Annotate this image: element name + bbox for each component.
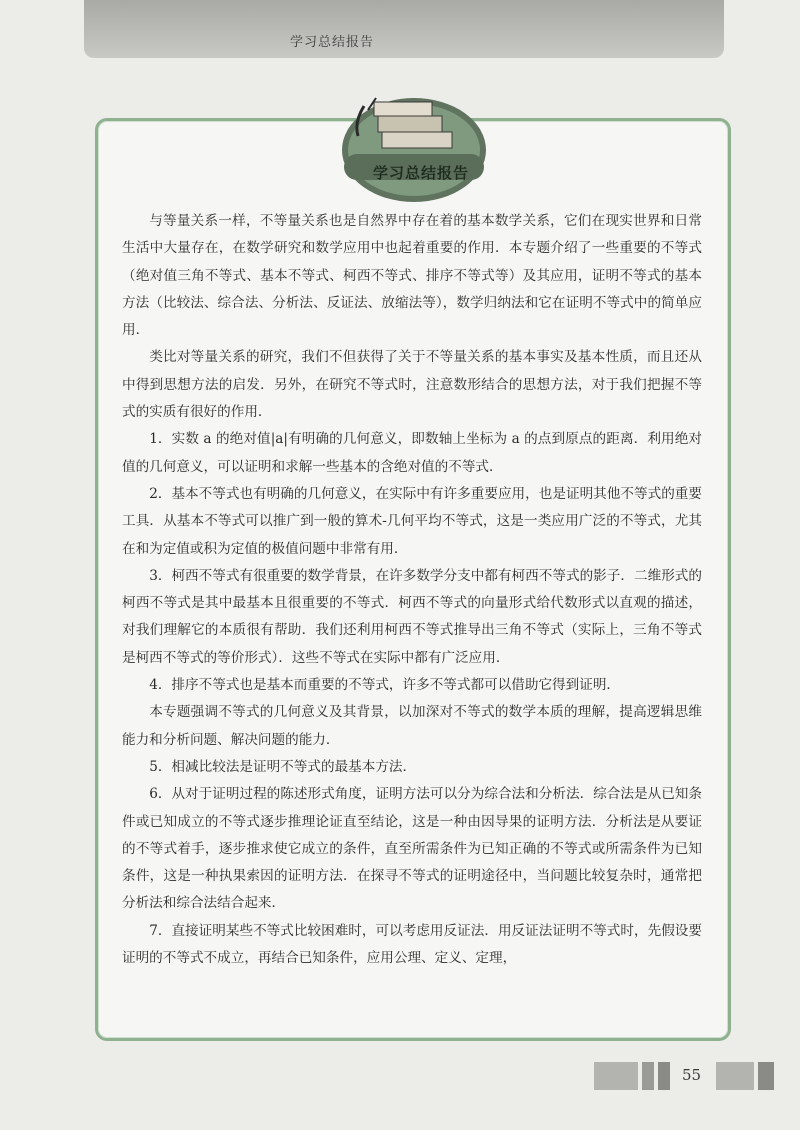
paragraph: 2．基本不等式也有明确的几何意义，在实际中有许多重要应用，也是证明其他不等式的重要工具．从基本不等式可以推广到一般的算术-几何平均不等式，这是一类应用广泛的不等式，尤其在和为定值或积为定值的极值问题中非常有用．: [122, 485, 702, 557]
header-bar: [84, 0, 724, 58]
article-body: [122, 208, 702, 972]
paragraph: 类比对等量关系的研究，我们不但获得了关于不等量关系的基本事实及基本性质，而且还从中得到思想方法的启发．另外，在研究不等式时，注意数形结合的思想方法，对于我们把握不等式的实质有很好的作用．: [122, 349, 702, 421]
paragraph: 1．实数 a 的绝对值|a|有明确的几何意义，即数轴上坐标为 a 的点到原点的距离．利用绝对值的几何意义，可以证明和求解一些基本的含绝对值的不等式．: [122, 431, 702, 475]
footer-bar-right-1: [716, 1062, 754, 1090]
footer-bar-left-3: [658, 1062, 670, 1090]
paragraph: 与等量关系一样，不等量关系也是自然界中存在着的基本数学关系，它们在现实世界和日常生活中大量存在，在数学研究和数学应用中也起着重要的作用．本专题介绍了一些重要的不等式（绝对值三角不等式、基本不等式、柯西不等式、排序不等式等）及其应用，证明不等式的基本方法（比较法、综合法、分析法、反证法、放缩法等），数学归纳法和它在证明不等式中的简单应用．: [122, 213, 702, 339]
footer-bar-right-2: [758, 1062, 774, 1090]
paragraph: 7．直接证明某些不等式比较困难时，可以考虑用反证法．用反证法证明不等式时，先假设要证明的不等式不成立，再结合已知条件，应用公理、定义、定理，: [122, 922, 702, 967]
paragraph: 本专题强调不等式的几何意义及其背景，以加深对不等式的数学本质的理解，提高逻辑思维能力和分析问题、解决问题的能力．: [122, 704, 702, 748]
book-stack-icon: [338, 92, 488, 202]
paragraph: 4．排序不等式也是基本而重要的不等式，许多不等式都可以借助它得到证明．: [149, 677, 621, 694]
page-number: 55: [682, 1066, 702, 1084]
paragraph: 6．从对于证明过程的陈述形式角度，证明方法可以分为综合法和分析法．综合法是从已知条件或已知成立的不等式逐步推理论证直至结论，这是一种由因导果的证明方法．分析法是从要证的不等式着手，逐步推求使它成立的条件，直至所需条件为已知正确的不等式或所需条件为已知条件，这是一种执果索因的证明方法．在探寻不等式的证明途径中，当问题比较复杂时，通常把分析法和综合法结合起来．: [122, 786, 702, 912]
paragraph: 5．相减比较法是证明不等式的最基本方法．: [149, 758, 417, 775]
header-title: 学习总结报告: [290, 35, 375, 50]
footer-bar-left-1: [594, 1062, 638, 1090]
section-title: 学习总结报告: [372, 164, 469, 182]
footer-bar-left-2: [642, 1062, 654, 1090]
paragraph: 3．柯西不等式有很重要的数学背景，在许多数学分支中都有柯西不等式的影子．二维形式的柯西不等式是其中最基本且很重要的不等式．柯西不等式的向量形式给代数形式以直观的描述，对我们理解它的本质很有帮助．我们还利用柯西不等式推导出三角不等式（实际上，三角不等式是柯西不等式的等价形式）．这些不等式在实际中都有广泛应用．: [122, 567, 702, 666]
